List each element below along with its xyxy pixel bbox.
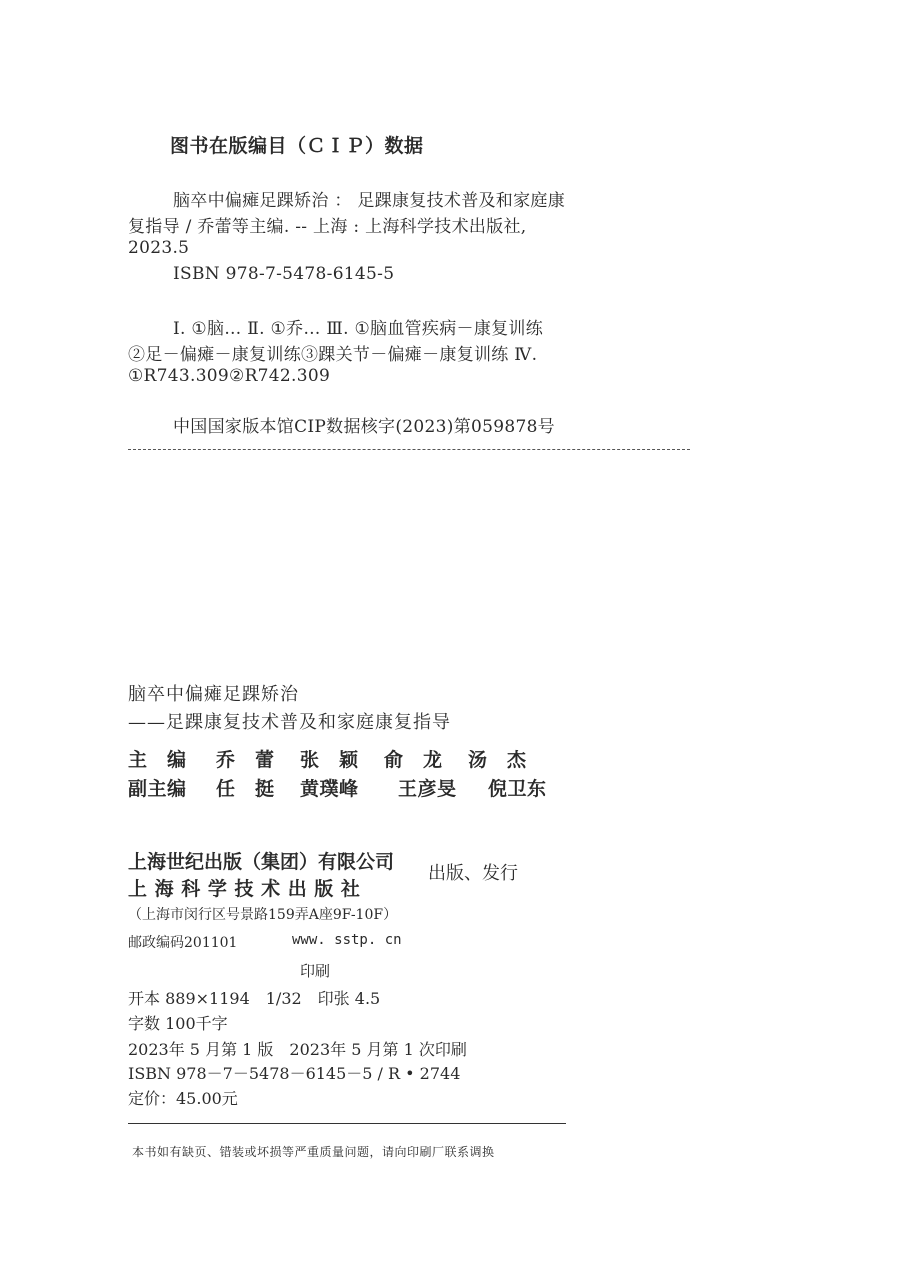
website: www. sstp. cn bbox=[292, 932, 402, 948]
format-spec: 开本 889×1194 1/32 印张 4.5 bbox=[128, 989, 381, 1008]
cip-title-line-1: 脑卒中偏瘫足踝矫治 ： 足踝康复技术普及和家庭康 bbox=[173, 191, 566, 211]
chief-editor-name: 张 颖 bbox=[300, 749, 359, 771]
book-title: 脑卒中偏瘫足踝矫治 bbox=[128, 684, 299, 705]
publisher-address: （上海市闵行区号景路159弄A座9F-10F） bbox=[128, 907, 398, 923]
chief-editor-name: 俞 龙 bbox=[384, 749, 443, 771]
chief-editor-name: 乔 蕾 bbox=[216, 749, 275, 771]
word-count: 字数 100千字 bbox=[128, 1014, 228, 1033]
publisher-role: 出版、发行 bbox=[428, 863, 518, 884]
chief-editor-label: 主 编 bbox=[128, 749, 187, 771]
isbn-full: ISBN 978－7－5478－6145－5 / R • 2744 bbox=[128, 1064, 461, 1083]
cip-number: 中国国家版本馆CIP数据核字(2023)第059878号 bbox=[173, 417, 555, 437]
deputy-editor-name: 王彦旻 bbox=[398, 778, 457, 800]
cip-class-line-2: ②足－偏瘫－康复训练③踝关节－偏瘫－康复训练 Ⅳ. bbox=[128, 345, 538, 365]
cip-title-line-3: 2023.5 bbox=[128, 238, 190, 258]
postcode: 邮政编码201101 bbox=[128, 935, 238, 951]
printer-label: 印刷 bbox=[300, 962, 331, 980]
deputy-editor-name: 倪卫东 bbox=[488, 778, 547, 800]
deputy-editor-label: 副主编 bbox=[128, 778, 187, 800]
cip-isbn: ISBN 978-7-5478-6145-5 bbox=[173, 264, 395, 284]
bottom-divider bbox=[128, 1123, 566, 1124]
publisher-group-name: 上海世纪出版（集团）有限公司 bbox=[128, 851, 395, 873]
cip-class-line-1: Ⅰ. ①脑… Ⅱ. ①乔… Ⅲ. ①脑血管疾病－康复训练 bbox=[173, 319, 544, 339]
cip-class-line-3: ①R743.309②R742.309 bbox=[128, 366, 331, 386]
quality-notice: 本书如有缺页、错装或坏损等严重质量问题，请向印刷厂联系调换 bbox=[132, 1145, 495, 1159]
book-subtitle: ——足踝康复技术普及和家庭康复指导 bbox=[128, 712, 451, 733]
deputy-editor-name: 任 挺 bbox=[216, 778, 275, 800]
publisher-name: 上 海 科 学 技 术 出 版 社 bbox=[128, 878, 361, 900]
deputy-editors-row bbox=[128, 774, 568, 800]
chief-editor-name: 汤 杰 bbox=[468, 749, 527, 771]
edition-info: 2023年 5 月第 1 版 2023年 5 月第 1 次印刷 bbox=[128, 1040, 467, 1059]
cip-heading: 图书在版编目（ＣＩＰ）数据 bbox=[170, 135, 424, 157]
chief-editors-row bbox=[128, 745, 568, 771]
deputy-editor-name: 黄璞峰 bbox=[300, 778, 359, 800]
price: 定价：45.00元 bbox=[128, 1089, 238, 1108]
dashed-divider bbox=[128, 449, 690, 450]
cip-title-line-2: 复指导 / 乔蕾等主编. -- 上海 : 上海科学技术出版社, bbox=[128, 217, 527, 237]
